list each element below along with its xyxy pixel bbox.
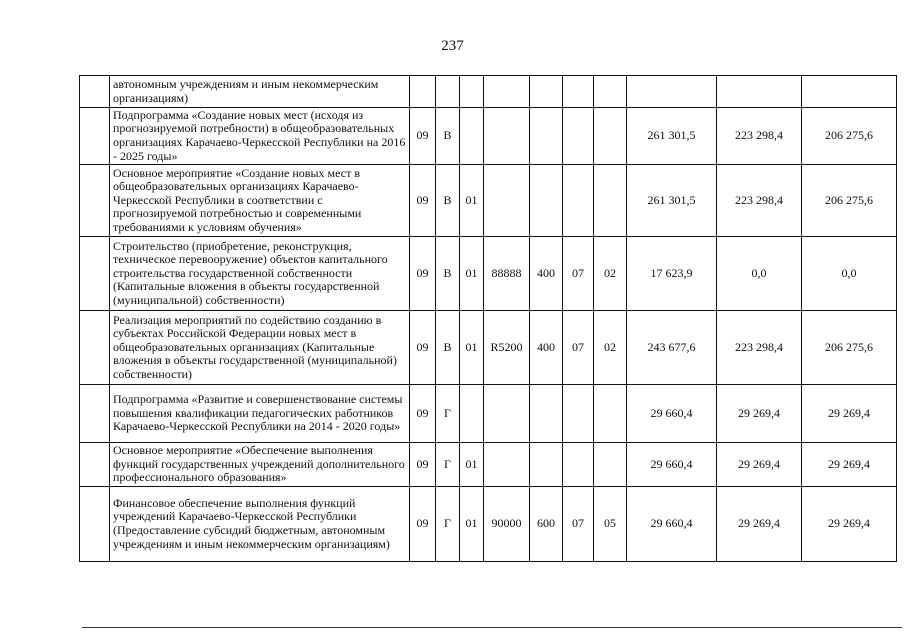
- amount-cell: [717, 76, 802, 108]
- code-cell: [530, 385, 563, 443]
- code-cell: 01: [460, 487, 484, 562]
- code-cell: [594, 76, 627, 108]
- code-cell: 88888: [484, 237, 530, 311]
- table-row: [80, 487, 897, 562]
- row-index-cell: [80, 165, 110, 237]
- code-cell: [484, 165, 530, 237]
- code-cell: 09: [410, 108, 436, 165]
- code-cell: 400: [530, 237, 563, 311]
- code-cell: Г: [436, 443, 460, 487]
- table-row: [80, 237, 897, 311]
- table-row: [80, 311, 897, 385]
- item-name: Основное мероприятие «Создание новых мест в общеобразовательных организациях Карачаево-Черкесской Республики в соответствии с прогнозируемой потребностью и современными требованиями к условиям обучения»: [110, 165, 410, 237]
- amount-cell: 29 269,4: [717, 385, 802, 443]
- code-cell: 01: [460, 311, 484, 385]
- code-cell: [410, 76, 436, 108]
- amount-cell: 223 298,4: [717, 108, 802, 165]
- code-cell: [563, 108, 594, 165]
- item-name: автономным учреждениям и иным некоммерческим организациям): [110, 76, 410, 108]
- code-cell: В: [436, 165, 460, 237]
- code-cell: 09: [410, 443, 436, 487]
- amount-cell: 29 269,4: [802, 385, 897, 443]
- code-cell: [563, 76, 594, 108]
- amount-cell: 243 677,6: [627, 311, 717, 385]
- amount-cell: 223 298,4: [717, 311, 802, 385]
- item-name: Реализация мероприятий по содействию созданию в субъектах Российской Федерации новых мест в общеобразовательных организациях (Капитальные вложения в объекты государственной (муниципальной) собственности): [110, 311, 410, 385]
- code-cell: 07: [563, 311, 594, 385]
- code-cell: 01: [460, 165, 484, 237]
- row-index-cell: [80, 311, 110, 385]
- code-cell: 09: [410, 487, 436, 562]
- code-cell: 09: [410, 385, 436, 443]
- amount-cell: 261 301,5: [627, 165, 717, 237]
- code-cell: [484, 76, 530, 108]
- code-cell: [594, 165, 627, 237]
- code-cell: R5200: [484, 311, 530, 385]
- table-row: [80, 443, 897, 487]
- amount-cell: 0,0: [802, 237, 897, 311]
- code-cell: [484, 385, 530, 443]
- amount-cell: 206 275,6: [802, 165, 897, 237]
- code-cell: [460, 385, 484, 443]
- code-cell: 09: [410, 165, 436, 237]
- code-cell: В: [436, 108, 460, 165]
- budget-table: [79, 75, 897, 562]
- item-name: Строительство (приобретение, реконструкция, техническое перевооружение) объектов капитального строительства государственной собственности (Капитальные вложения в объекты государственной (муниципальной) собственности): [110, 237, 410, 311]
- code-cell: 600: [530, 487, 563, 562]
- code-cell: [530, 443, 563, 487]
- code-cell: [530, 165, 563, 237]
- code-cell: В: [436, 237, 460, 311]
- amount-cell: 0,0: [717, 237, 802, 311]
- code-cell: 07: [563, 237, 594, 311]
- page-number: 237: [441, 38, 464, 54]
- code-cell: 02: [594, 311, 627, 385]
- code-cell: 05: [594, 487, 627, 562]
- table-row: [80, 76, 897, 108]
- code-cell: В: [436, 311, 460, 385]
- amount-cell: 29 269,4: [802, 487, 897, 562]
- code-cell: [594, 443, 627, 487]
- amount-cell: 261 301,5: [627, 108, 717, 165]
- code-cell: Г: [436, 385, 460, 443]
- amount-cell: 29 269,4: [717, 487, 802, 562]
- row-index-cell: [80, 443, 110, 487]
- code-cell: 01: [460, 237, 484, 311]
- amount-cell: 29 660,4: [627, 487, 717, 562]
- code-cell: Г: [436, 487, 460, 562]
- item-name: Основное мероприятие «Обеспечение выполнения функций государственных учреждений дополнительного профессионального образования»: [110, 443, 410, 487]
- item-name: Подпрограмма «Развитие и совершенствование системы повышения квалификации педагогических работников Карачаево-Черкесской Республики на 2014 - 2020 годы»: [110, 385, 410, 443]
- row-index-cell: [80, 237, 110, 311]
- table-row: [80, 165, 897, 237]
- code-cell: [594, 108, 627, 165]
- code-cell: 400: [530, 311, 563, 385]
- code-cell: 09: [410, 237, 436, 311]
- code-cell: 09: [410, 311, 436, 385]
- row-index-cell: [80, 108, 110, 165]
- amount-cell: 29 269,4: [802, 443, 897, 487]
- code-cell: [460, 76, 484, 108]
- code-cell: 07: [563, 487, 594, 562]
- code-cell: 02: [594, 237, 627, 311]
- row-index-cell: [80, 487, 110, 562]
- item-name: Финансовое обеспечение выполнения функций учреждений Карачаево-Черкесской Республики (Предоставление субсидий бюджетным, автономным учреждениям и иным некоммерческим организациям): [110, 487, 410, 562]
- code-cell: [484, 108, 530, 165]
- bottom-rule: [82, 627, 902, 628]
- amount-cell: 29 660,4: [627, 443, 717, 487]
- code-cell: 01: [460, 443, 484, 487]
- code-cell: [530, 108, 563, 165]
- row-index-cell: [80, 76, 110, 108]
- code-cell: [530, 76, 563, 108]
- code-cell: [436, 76, 460, 108]
- amount-cell: 206 275,6: [802, 108, 897, 165]
- table-body: [80, 76, 897, 562]
- amount-cell: [627, 76, 717, 108]
- amount-cell: 29 269,4: [717, 443, 802, 487]
- table-row: [80, 385, 897, 443]
- amount-cell: [802, 76, 897, 108]
- code-cell: 90000: [484, 487, 530, 562]
- code-cell: [484, 443, 530, 487]
- amount-cell: 223 298,4: [717, 165, 802, 237]
- code-cell: [460, 108, 484, 165]
- amount-cell: 29 660,4: [627, 385, 717, 443]
- code-cell: [563, 385, 594, 443]
- amount-cell: 206 275,6: [802, 311, 897, 385]
- amount-cell: 17 623,9: [627, 237, 717, 311]
- item-name: Подпрограмма «Создание новых мест (исходя из прогнозируемой потребности) в общеобразовательных организациях Карачаево-Черкесской Республики на 2016 - 2025 годы»: [110, 108, 410, 165]
- code-cell: [563, 165, 594, 237]
- code-cell: [594, 385, 627, 443]
- row-index-cell: [80, 385, 110, 443]
- code-cell: [563, 443, 594, 487]
- table-row: [80, 108, 897, 165]
